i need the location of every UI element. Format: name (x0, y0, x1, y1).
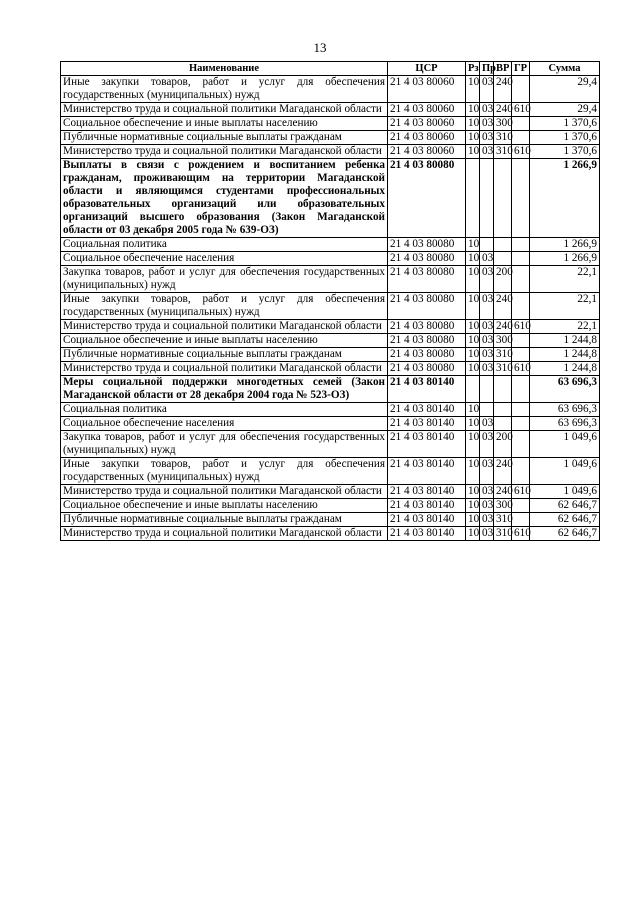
cell-csr: 21 4 03 80140 (388, 513, 466, 527)
cell-sum: 63 696,3 (530, 376, 600, 403)
cell-rz: 10 (466, 320, 480, 334)
cell-pr: 03 (480, 417, 494, 431)
cell-vr (494, 376, 512, 403)
cell-csr: 21 4 03 80080 (388, 266, 466, 293)
cell-vr: 310 (494, 348, 512, 362)
cell-csr: 21 4 03 80080 (388, 348, 466, 362)
budget-table (60, 61, 600, 541)
page-number: 13 (313, 40, 327, 55)
cell-vr: 310 (494, 145, 512, 159)
cell-name: Министерство труда и социальной политики Магаданской области (61, 320, 388, 334)
cell-gr (512, 76, 530, 103)
table-header-row (61, 62, 600, 76)
cell-csr: 21 4 03 80140 (388, 376, 466, 403)
table-row (61, 266, 600, 293)
cell-pr: 03 (480, 266, 494, 293)
cell-sum: 22,1 (530, 293, 600, 320)
table-row (61, 320, 600, 334)
cell-csr: 21 4 03 80080 (388, 334, 466, 348)
cell-rz: 10 (466, 334, 480, 348)
cell-gr: 610 (512, 320, 530, 334)
cell-pr: 03 (480, 117, 494, 131)
cell-pr: 03 (480, 362, 494, 376)
cell-gr (512, 117, 530, 131)
table-row (61, 145, 600, 159)
table-row (61, 499, 600, 513)
cell-csr: 21 4 03 80140 (388, 499, 466, 513)
cell-gr (512, 266, 530, 293)
cell-name: Иные закупки товаров, работ и услуг для обеспечения государственных (муниципальных) нужд (61, 458, 388, 485)
cell-sum: 62 646,7 (530, 513, 600, 527)
cell-gr (512, 499, 530, 513)
cell-sum: 1 370,6 (530, 145, 600, 159)
cell-vr: 240 (494, 485, 512, 499)
cell-gr: 610 (512, 527, 530, 541)
cell-rz: 10 (466, 145, 480, 159)
table-body (61, 76, 600, 541)
cell-rz: 10 (466, 131, 480, 145)
cell-gr (512, 348, 530, 362)
cell-rz: 10 (466, 252, 480, 266)
cell-vr: 310 (494, 513, 512, 527)
cell-rz: 10 (466, 431, 480, 458)
cell-rz: 10 (466, 348, 480, 362)
cell-gr (512, 238, 530, 252)
cell-rz: 10 (466, 403, 480, 417)
cell-sum: 29,4 (530, 103, 600, 117)
cell-name: Министерство труда и социальной политики Магаданской области (61, 145, 388, 159)
cell-gr: 610 (512, 362, 530, 376)
cell-sum: 1 266,9 (530, 252, 600, 266)
cell-sum: 22,1 (530, 320, 600, 334)
cell-vr (494, 159, 512, 238)
cell-name: Публичные нормативные социальные выплаты гражданам (61, 513, 388, 527)
cell-sum: 1 049,6 (530, 485, 600, 499)
cell-vr: 300 (494, 334, 512, 348)
table-row (61, 527, 600, 541)
cell-rz: 10 (466, 103, 480, 117)
cell-name: Публичные нормативные социальные выплаты гражданам (61, 131, 388, 145)
cell-vr (494, 238, 512, 252)
cell-gr: 610 (512, 103, 530, 117)
cell-sum: 62 646,7 (530, 499, 600, 513)
cell-sum: 1 244,8 (530, 362, 600, 376)
cell-sum: 1 266,9 (530, 238, 600, 252)
cell-gr (512, 293, 530, 320)
cell-csr: 21 4 03 80060 (388, 76, 466, 103)
cell-gr (512, 376, 530, 403)
cell-vr: 200 (494, 266, 512, 293)
cell-name: Социальное обеспечение населения (61, 417, 388, 431)
cell-pr (480, 159, 494, 238)
table-row (61, 252, 600, 266)
table-row (61, 238, 600, 252)
cell-sum: 63 696,3 (530, 417, 600, 431)
table-row (61, 348, 600, 362)
cell-vr: 240 (494, 293, 512, 320)
table-row (61, 485, 600, 499)
cell-vr (494, 403, 512, 417)
cell-sum: 1 370,6 (530, 131, 600, 145)
cell-sum: 29,4 (530, 76, 600, 103)
cell-name: Социальное обеспечение и иные выплаты населению (61, 117, 388, 131)
cell-csr: 21 4 03 80140 (388, 403, 466, 417)
header-rz: Рз (466, 62, 480, 76)
cell-pr: 03 (480, 103, 494, 117)
header-gr: ГР (512, 62, 530, 76)
cell-rz: 10 (466, 485, 480, 499)
cell-rz: 10 (466, 458, 480, 485)
cell-name: Социальная политика (61, 238, 388, 252)
cell-vr: 300 (494, 117, 512, 131)
table-row (61, 431, 600, 458)
table-row (61, 417, 600, 431)
cell-pr: 03 (480, 513, 494, 527)
cell-sum: 1 244,8 (530, 348, 600, 362)
cell-csr: 21 4 03 80080 (388, 252, 466, 266)
cell-pr (480, 403, 494, 417)
cell-sum: 1 049,6 (530, 431, 600, 458)
table-row (61, 293, 600, 320)
table-row (61, 513, 600, 527)
cell-sum: 22,1 (530, 266, 600, 293)
cell-vr: 300 (494, 499, 512, 513)
cell-csr: 21 4 03 80080 (388, 320, 466, 334)
cell-rz: 10 (466, 238, 480, 252)
cell-csr: 21 4 03 80140 (388, 431, 466, 458)
cell-vr: 200 (494, 431, 512, 458)
cell-pr (480, 238, 494, 252)
cell-pr: 03 (480, 252, 494, 266)
cell-vr: 240 (494, 320, 512, 334)
cell-csr: 21 4 03 80140 (388, 458, 466, 485)
header-sum: Сумма (530, 62, 600, 76)
cell-vr: 240 (494, 103, 512, 117)
cell-sum: 62 646,7 (530, 527, 600, 541)
cell-name: Министерство труда и социальной политики Магаданской области (61, 485, 388, 499)
cell-vr: 310 (494, 527, 512, 541)
cell-rz: 10 (466, 527, 480, 541)
cell-rz: 10 (466, 117, 480, 131)
table-row (61, 334, 600, 348)
cell-pr: 03 (480, 131, 494, 145)
cell-csr: 21 4 03 80080 (388, 159, 466, 238)
table-row (61, 403, 600, 417)
cell-vr: 310 (494, 131, 512, 145)
cell-rz (466, 159, 480, 238)
cell-pr: 03 (480, 431, 494, 458)
cell-pr (480, 376, 494, 403)
cell-name: Выплаты в связи с рождением и воспитанием ребенка гражданам, проживающим на территории Магаданской области и являющимся студентами профессиональных образовательных организаций или образовательных организаций высшего образования (Закон Магаданской области от 03 декабря 2005 года № 639-ОЗ) (61, 159, 388, 238)
table-row (61, 159, 600, 238)
cell-rz: 10 (466, 513, 480, 527)
cell-name: Министерство труда и социальной политики Магаданской области (61, 103, 388, 117)
cell-name: Министерство труда и социальной политики Магаданской области (61, 362, 388, 376)
cell-name: Закупка товаров, работ и услуг для обеспечения государственных (муниципальных) нужд (61, 266, 388, 293)
cell-csr: 21 4 03 80060 (388, 103, 466, 117)
cell-name: Иные закупки товаров, работ и услуг для обеспечения государственных (муниципальных) нужд (61, 293, 388, 320)
cell-gr (512, 334, 530, 348)
cell-csr: 21 4 03 80060 (388, 145, 466, 159)
cell-name: Министерство труда и социальной политики Магаданской области (61, 527, 388, 541)
table-row (61, 76, 600, 103)
cell-csr: 21 4 03 80140 (388, 485, 466, 499)
cell-name: Социальная политика (61, 403, 388, 417)
table-row (61, 103, 600, 117)
header-pr: Пр (480, 62, 494, 76)
cell-pr: 03 (480, 348, 494, 362)
cell-csr: 21 4 03 80060 (388, 117, 466, 131)
table-row (61, 117, 600, 131)
header-vr: ВР (494, 62, 512, 76)
table-row (61, 131, 600, 145)
cell-rz (466, 376, 480, 403)
header-name: Наименование (61, 62, 388, 76)
cell-csr: 21 4 03 80080 (388, 362, 466, 376)
cell-sum: 1 244,8 (530, 334, 600, 348)
cell-gr (512, 417, 530, 431)
cell-vr (494, 417, 512, 431)
cell-rz: 10 (466, 76, 480, 103)
cell-pr: 03 (480, 527, 494, 541)
table-row (61, 362, 600, 376)
cell-pr: 03 (480, 293, 494, 320)
cell-gr (512, 458, 530, 485)
cell-pr: 03 (480, 145, 494, 159)
cell-pr: 03 (480, 485, 494, 499)
cell-name: Меры социальной поддержки многодетных семей (Закон Магаданской области от 28 декабря 2004 года № 523-ОЗ) (61, 376, 388, 403)
cell-name: Социальное обеспечение и иные выплаты населению (61, 499, 388, 513)
cell-gr (512, 431, 530, 458)
cell-name: Закупка товаров, работ и услуг для обеспечения государственных (муниципальных) нужд (61, 431, 388, 458)
cell-rz: 10 (466, 417, 480, 431)
cell-gr: 610 (512, 145, 530, 159)
cell-pr: 03 (480, 499, 494, 513)
cell-rz: 10 (466, 293, 480, 320)
cell-name: Публичные нормативные социальные выплаты гражданам (61, 348, 388, 362)
cell-vr: 310 (494, 362, 512, 376)
cell-gr: 610 (512, 485, 530, 499)
cell-vr (494, 252, 512, 266)
cell-sum: 1 049,6 (530, 458, 600, 485)
cell-csr: 21 4 03 80080 (388, 293, 466, 320)
cell-name: Иные закупки товаров, работ и услуг для обеспечения государственных (муниципальных) нужд (61, 76, 388, 103)
cell-rz: 10 (466, 266, 480, 293)
cell-vr: 240 (494, 458, 512, 485)
cell-pr: 03 (480, 334, 494, 348)
cell-vr: 240 (494, 76, 512, 103)
cell-name: Социальное обеспечение и иные выплаты населению (61, 334, 388, 348)
cell-sum: 1 370,6 (530, 117, 600, 131)
table-row (61, 376, 600, 403)
table-row (61, 458, 600, 485)
cell-gr (512, 403, 530, 417)
cell-gr (512, 159, 530, 238)
cell-sum: 1 266,9 (530, 159, 600, 238)
cell-gr (512, 252, 530, 266)
cell-csr: 21 4 03 80140 (388, 417, 466, 431)
cell-csr: 21 4 03 80140 (388, 527, 466, 541)
cell-pr: 03 (480, 76, 494, 103)
cell-gr (512, 513, 530, 527)
cell-sum: 63 696,3 (530, 403, 600, 417)
header-csr: ЦСР (388, 62, 466, 76)
cell-csr: 21 4 03 80060 (388, 131, 466, 145)
cell-csr: 21 4 03 80080 (388, 238, 466, 252)
cell-rz: 10 (466, 362, 480, 376)
cell-pr: 03 (480, 458, 494, 485)
cell-name: Социальное обеспечение населения (61, 252, 388, 266)
cell-rz: 10 (466, 499, 480, 513)
cell-pr: 03 (480, 320, 494, 334)
cell-gr (512, 131, 530, 145)
